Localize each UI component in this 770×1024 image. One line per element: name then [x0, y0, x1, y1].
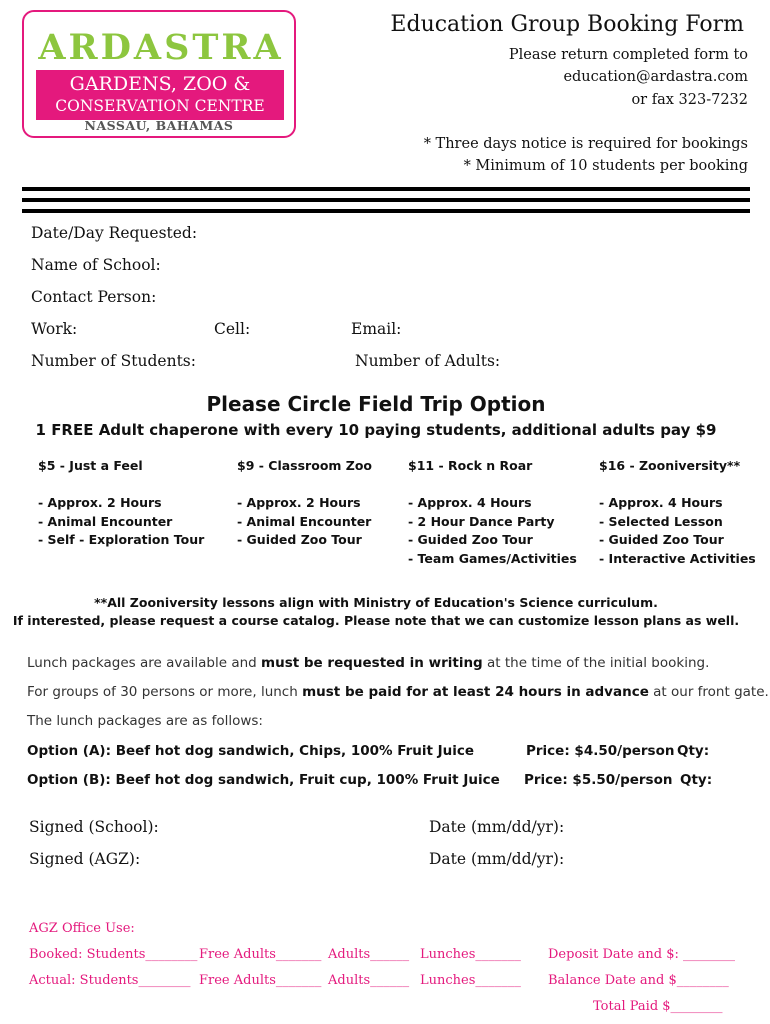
signed-school[interactable]: Signed (School): [29, 818, 159, 836]
divider-rule-2 [22, 198, 750, 202]
field-number-students[interactable]: Number of Students: [31, 352, 196, 370]
list-item: - Approx. 2 Hours [237, 495, 361, 510]
field-work-phone[interactable]: Work: [31, 320, 78, 338]
trip-option-title[interactable]: $9 - Classroom Zoo [237, 458, 373, 473]
field-cell-phone[interactable]: Cell: [214, 320, 251, 338]
lunch-price-b: Price: $5.50/person [524, 772, 673, 788]
lunch-info-line3: The lunch packages are as follows: [27, 713, 263, 729]
return-fax: or fax 323-7232 [631, 92, 748, 108]
office-booked-free-adults[interactable]: Free Adults_______ [199, 947, 322, 962]
lunch-option-b: Option (B): Beef hot dog sandwich, Fruit cup, 100% Fruit Juice [27, 772, 500, 788]
office-use-heading: AGZ Office Use: [29, 921, 135, 936]
lunch-price-a: Price: $4.50/person [526, 743, 675, 759]
notice-minimum-students: * Minimum of 10 students per booking [463, 158, 748, 174]
list-item: - Interactive Activities [599, 550, 756, 566]
office-actual-lunches[interactable]: Lunches_______ [420, 973, 521, 988]
office-booked-students[interactable]: Booked: Students________ [29, 947, 198, 962]
divider-rule-1 [22, 187, 750, 191]
logo-line1: GARDENS, ZOO & [69, 73, 251, 95]
return-instruction: Please return completed form to [508, 47, 748, 63]
lunch-info-line2: For groups of 30 persons or more, lunch must be paid for at least 24 hours in advance at our front gate. [27, 684, 769, 700]
ardastra-logo [22, 10, 296, 138]
logo-band [36, 70, 284, 120]
trip-option-details [599, 494, 756, 568]
field-email[interactable]: Email: [351, 320, 402, 338]
date-agz[interactable]: Date (mm/dd/yr): [429, 850, 565, 868]
list-item: - Approx. 4 Hours [408, 495, 532, 510]
form-title: Education Group Booking Form [390, 12, 744, 37]
office-booked-lunches[interactable]: Lunches_______ [420, 947, 521, 962]
logo-location: NASSAU, BAHAMAS [84, 118, 234, 133]
list-item: - 2 Hour Dance Party [408, 513, 555, 529]
list-item: - Guided Zoo Tour [237, 532, 362, 547]
notice-three-days: * Three days notice is required for bookings [423, 136, 748, 152]
date-school[interactable]: Date (mm/dd/yr): [429, 818, 565, 836]
field-school-name[interactable]: Name of School: [31, 256, 161, 274]
list-item: - Self - Exploration Tour [38, 532, 205, 547]
logo-line2: CONSERVATION CENTRE [55, 97, 265, 115]
lunch-option-a: Option (A): Beef hot dog sandwich, Chips, 100% Fruit Juice [27, 743, 475, 759]
office-actual-students[interactable]: Actual: Students________ [29, 973, 191, 988]
list-item: - Team Games/Activities [408, 550, 577, 566]
office-total-paid[interactable]: Total Paid $________ [593, 999, 723, 1014]
return-email: education@ardastra.com [563, 69, 748, 85]
field-number-adults[interactable]: Number of Adults: [355, 352, 501, 370]
field-date-requested[interactable]: Date/Day Requested: [31, 224, 198, 242]
list-item: - Approx. 4 Hours [599, 495, 723, 510]
trip-option-details [408, 494, 577, 568]
list-item: - Guided Zoo Tour [599, 532, 724, 547]
trip-option-title[interactable]: $16 - Zooniversity** [599, 458, 741, 473]
list-item: - Guided Zoo Tour [408, 532, 533, 547]
logo-wordmark: ARDASTRA [38, 27, 284, 68]
list-item: - Animal Encounter [237, 513, 372, 529]
trip-option-details [38, 494, 204, 550]
signed-agz[interactable]: Signed (AGZ): [29, 850, 141, 868]
field-contact-person[interactable]: Contact Person: [31, 288, 157, 306]
office-actual-adults[interactable]: Adults______ [328, 973, 410, 988]
lunch-qty-b[interactable]: Qty: [680, 772, 713, 788]
office-deposit[interactable]: Deposit Date and $: ________ [548, 947, 736, 962]
trip-option-title[interactable]: $5 - Just a Feel [38, 458, 143, 473]
office-booked-adults[interactable]: Adults______ [328, 947, 410, 962]
office-actual-free-adults[interactable]: Free Adults_______ [199, 973, 322, 988]
lunch-qty-a[interactable]: Qty: [677, 743, 710, 759]
zooniversity-note: **All Zooniversity lessons align with Ministry of Education's Science curriculum. [94, 595, 658, 610]
office-balance[interactable]: Balance Date and $________ [548, 973, 729, 988]
trip-subheading: 1 FREE Adult chaperone with every 10 paying students, additional adults pay $9 [35, 421, 717, 439]
trip-heading: Please Circle Field Trip Option [206, 392, 546, 416]
catalog-note: If interested, please request a course catalog. Please note that we can customize lesson plans as well. [12, 613, 740, 628]
lunch-info-line1: Lunch packages are available and must be requested in writing at the time of the initial booking. [27, 655, 710, 671]
list-item: - Selected Lesson [599, 513, 723, 529]
trip-option-title[interactable]: $11 - Rock n Roar [408, 458, 533, 473]
trip-option-details [237, 494, 371, 550]
divider-rule-3 [22, 209, 750, 213]
list-item: - Approx. 2 Hours [38, 495, 162, 510]
list-item: - Animal Encounter [38, 513, 173, 529]
